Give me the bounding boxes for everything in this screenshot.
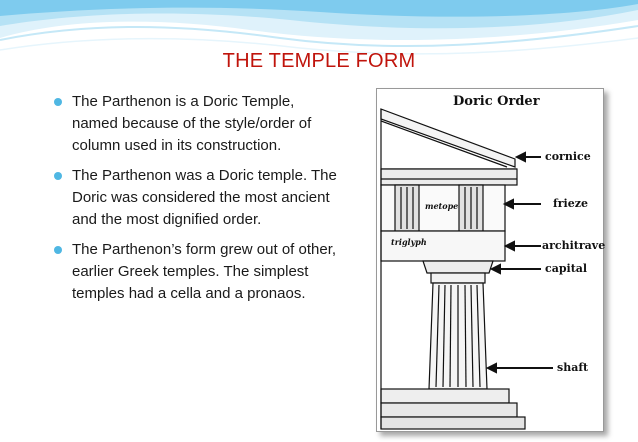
bullet-dot-icon (54, 98, 62, 106)
doric-order-drawing (377, 89, 606, 431)
label-triglyph: triglyph (391, 237, 427, 247)
bullet-item (54, 239, 344, 305)
figure-heading: Doric Order (453, 94, 540, 109)
label-architrave: architrave (542, 239, 606, 252)
label-shaft: shaft (557, 361, 589, 374)
bullet-item (54, 165, 344, 231)
bullet-dot-icon (54, 172, 62, 180)
label-frieze: frieze (553, 197, 588, 210)
bullet-item (54, 91, 344, 157)
slide-title: THE TEMPLE FORM (222, 50, 416, 72)
label-metope: metope (425, 201, 459, 211)
label-cornice: cornice (545, 150, 591, 163)
bullet-text: The Parthenon was a Doric temple. The Doric was considered the most ancient and the most dignified order. (72, 167, 337, 228)
bullet-list (54, 91, 344, 313)
bullet-dot-icon (54, 246, 62, 254)
bullet-text: The Parthenon is a Doric Temple, named because of the style/order of column used in its construction. (72, 93, 312, 154)
doric-order-diagram (376, 88, 604, 432)
bullet-text: The Parthenon’s form grew out of other, earlier Greek temples. The simplest temples had a cella and a pronaos. (72, 241, 337, 302)
label-capital: capital (545, 262, 588, 275)
